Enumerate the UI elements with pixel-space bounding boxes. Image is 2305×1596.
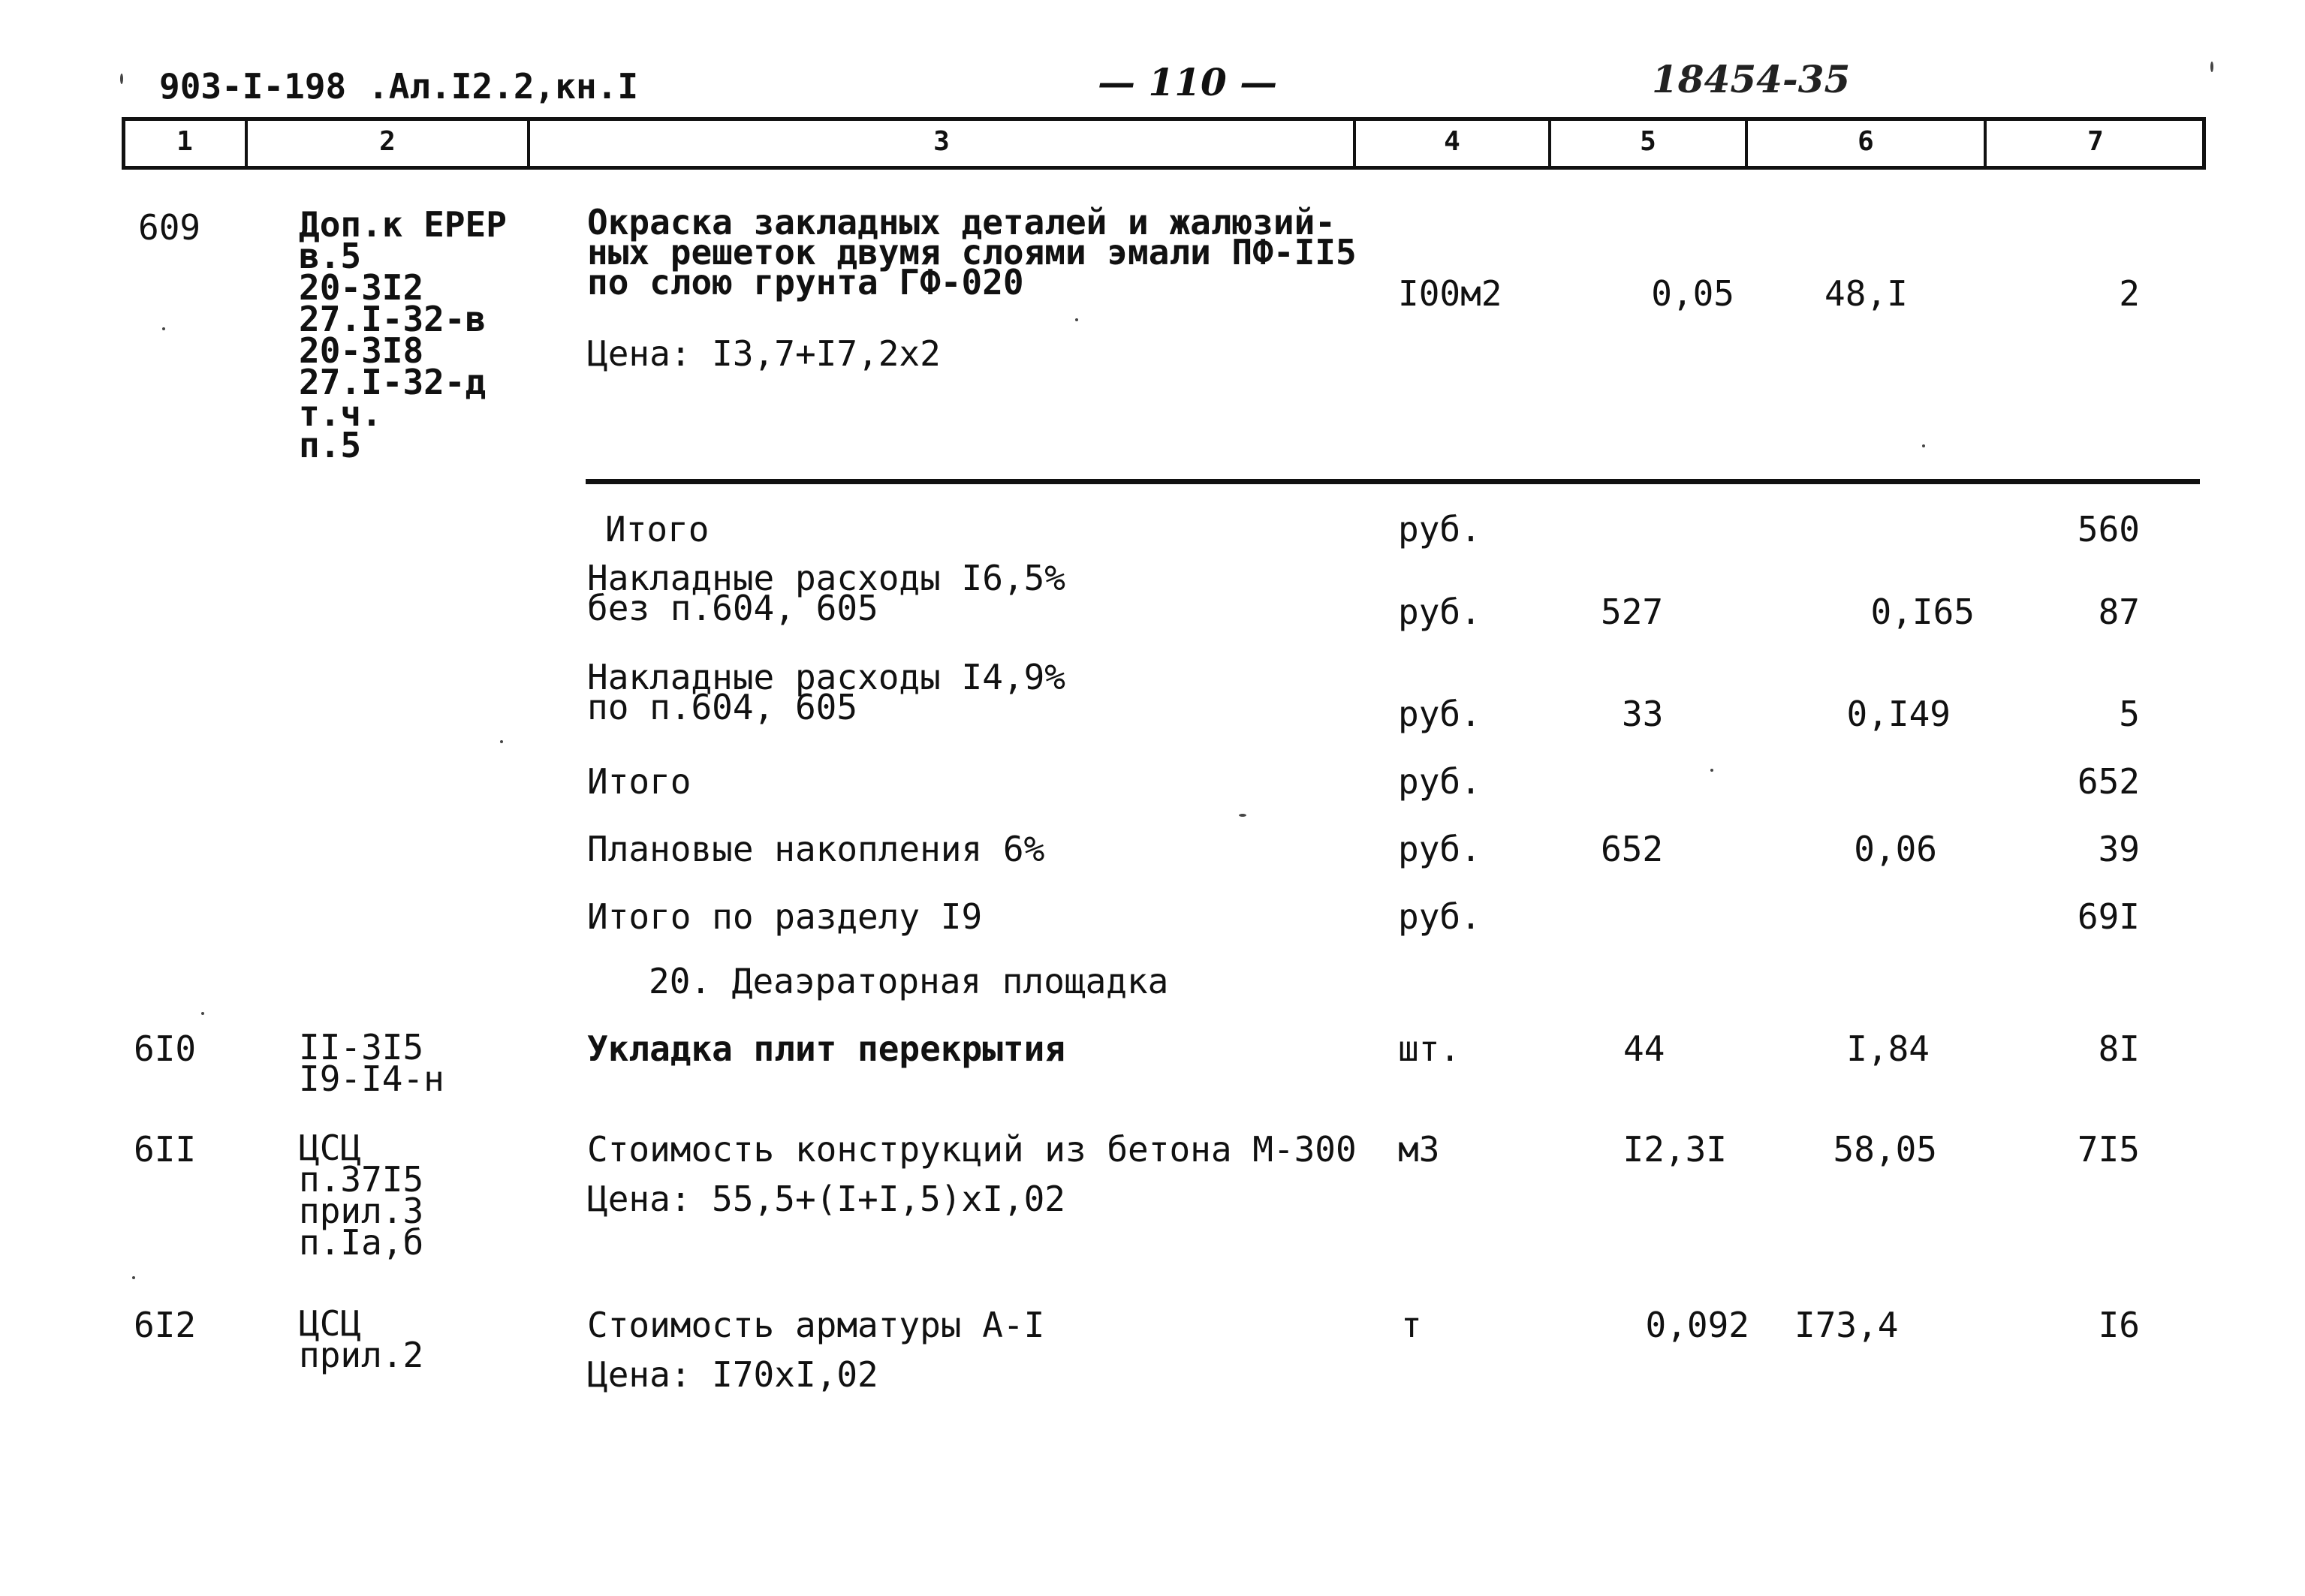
norm-reference: Доп.к ЕРЕР в.5 20-3I2 27.I-32-в 20-3I8 27.I-32-д т.ч. п.5 xyxy=(299,204,507,465)
subtotal-rule xyxy=(586,479,2200,484)
summary-label: Итого xyxy=(605,509,710,550)
unit: руб. xyxy=(1398,509,1481,550)
unit-rate: I73,4 xyxy=(1794,1305,1899,1345)
section-total-label: Итого по разделу I9 xyxy=(587,896,983,937)
unit-rate: 58,05 xyxy=(1833,1129,1937,1170)
scan-speck xyxy=(201,1012,204,1015)
album-reference: .Ал.I2.2,кн.I xyxy=(368,66,639,107)
column-number: 3 xyxy=(933,126,950,157)
total-cost: 69I xyxy=(2077,896,2140,937)
price-formula: Цена: 55,5+(I+I,5)хI,02 xyxy=(587,1179,1065,1219)
unit-rate: 0,I65 xyxy=(1870,592,1975,632)
price-formula: Цена: I70хI,02 xyxy=(587,1354,878,1395)
position-number: 609 xyxy=(138,207,201,248)
norm-reference: ЦСЦ прил.2 xyxy=(299,1303,424,1375)
quantity: 44 xyxy=(1623,1028,1665,1069)
quantity: 33 xyxy=(1622,694,1664,734)
scan-speck xyxy=(1710,769,1713,772)
summary-label: Плановые накопления 6% xyxy=(587,829,1045,869)
unit: руб. xyxy=(1398,829,1481,869)
quantity: I2,3I xyxy=(1623,1129,1727,1170)
column-number: 1 xyxy=(176,126,193,157)
total-cost: 560 xyxy=(2077,509,2140,550)
quantity: 0,092 xyxy=(1645,1305,1749,1345)
column-number: 6 xyxy=(1858,126,1874,157)
scan-speck xyxy=(1239,814,1246,817)
document-code: 903-I-198 xyxy=(159,66,347,107)
total-cost: 5 xyxy=(2119,694,2140,734)
unit: м3 xyxy=(1398,1129,1440,1170)
unit: руб. xyxy=(1398,896,1481,937)
unit: руб. xyxy=(1398,694,1481,734)
inventory-number: 18454-35 xyxy=(1652,57,1851,101)
total-cost: 87 xyxy=(2098,592,2140,632)
scan-speck xyxy=(162,327,165,330)
page-number: — 110 — xyxy=(1098,60,1278,104)
column-number: 7 xyxy=(2087,126,2104,157)
section-heading: 20. Деаэраторная площадка xyxy=(649,961,1169,1001)
price-formula: Цена: I3,7+I7,2х2 xyxy=(587,333,941,374)
total-cost: 8I xyxy=(2098,1028,2140,1069)
unit-rate: I,84 xyxy=(1846,1028,1930,1069)
unit-rate: 0,I49 xyxy=(1846,694,1951,734)
column-number: 5 xyxy=(1640,126,1656,157)
scan-speck xyxy=(132,1276,135,1279)
unit: т xyxy=(1401,1305,1422,1345)
scan-speck xyxy=(120,74,123,84)
column-number: 4 xyxy=(1444,126,1460,157)
scan-speck xyxy=(1922,444,1925,447)
position-number: 6I0 xyxy=(134,1028,197,1069)
work-description: Укладка плит перекрытия xyxy=(587,1028,1065,1069)
summary-label: Накладные расходы I6,5% без п.604, 605 xyxy=(587,558,1065,628)
unit-rate: 48,I xyxy=(1824,273,1908,314)
unit: I00м2 xyxy=(1398,273,1502,314)
total-cost: 39 xyxy=(2098,829,2140,869)
norm-reference: ЦСЦ п.37I5 прил.3 п.Iа,б xyxy=(299,1128,424,1263)
scan-speck xyxy=(1075,318,1078,321)
quantity: 527 xyxy=(1601,592,1664,632)
scan-speck xyxy=(2210,62,2213,72)
total-cost: 2 xyxy=(2119,273,2140,314)
norm-reference: II-3I5 I9-I4-н xyxy=(299,1027,444,1099)
unit: руб. xyxy=(1398,592,1481,632)
scan-speck xyxy=(500,740,503,743)
summary-label: Итого xyxy=(587,761,692,802)
position-number: 6II xyxy=(134,1129,197,1170)
quantity: 652 xyxy=(1601,829,1664,869)
total-cost: 7I5 xyxy=(2077,1129,2140,1170)
work-description: Стоимость конструкций из бетона М-300 xyxy=(587,1129,1357,1170)
column-number: 2 xyxy=(379,126,396,157)
total-cost: I6 xyxy=(2098,1305,2140,1345)
work-description: Стоимость арматуры А-I xyxy=(587,1305,1045,1345)
unit: руб. xyxy=(1398,761,1481,802)
unit: шт. xyxy=(1398,1028,1461,1069)
work-description: Окраска закладных деталей и жалюзий- ных решеток двумя слоями эмали ПФ-II5 по слою грунта ГФ-020 xyxy=(587,202,1357,303)
summary-label: Накладные расходы I4,9% по п.604, 605 xyxy=(587,657,1065,727)
unit-rate: 0,06 xyxy=(1854,829,1937,869)
quantity: 0,05 xyxy=(1651,273,1734,314)
total-cost: 652 xyxy=(2077,761,2140,802)
position-number: 6I2 xyxy=(134,1305,197,1345)
